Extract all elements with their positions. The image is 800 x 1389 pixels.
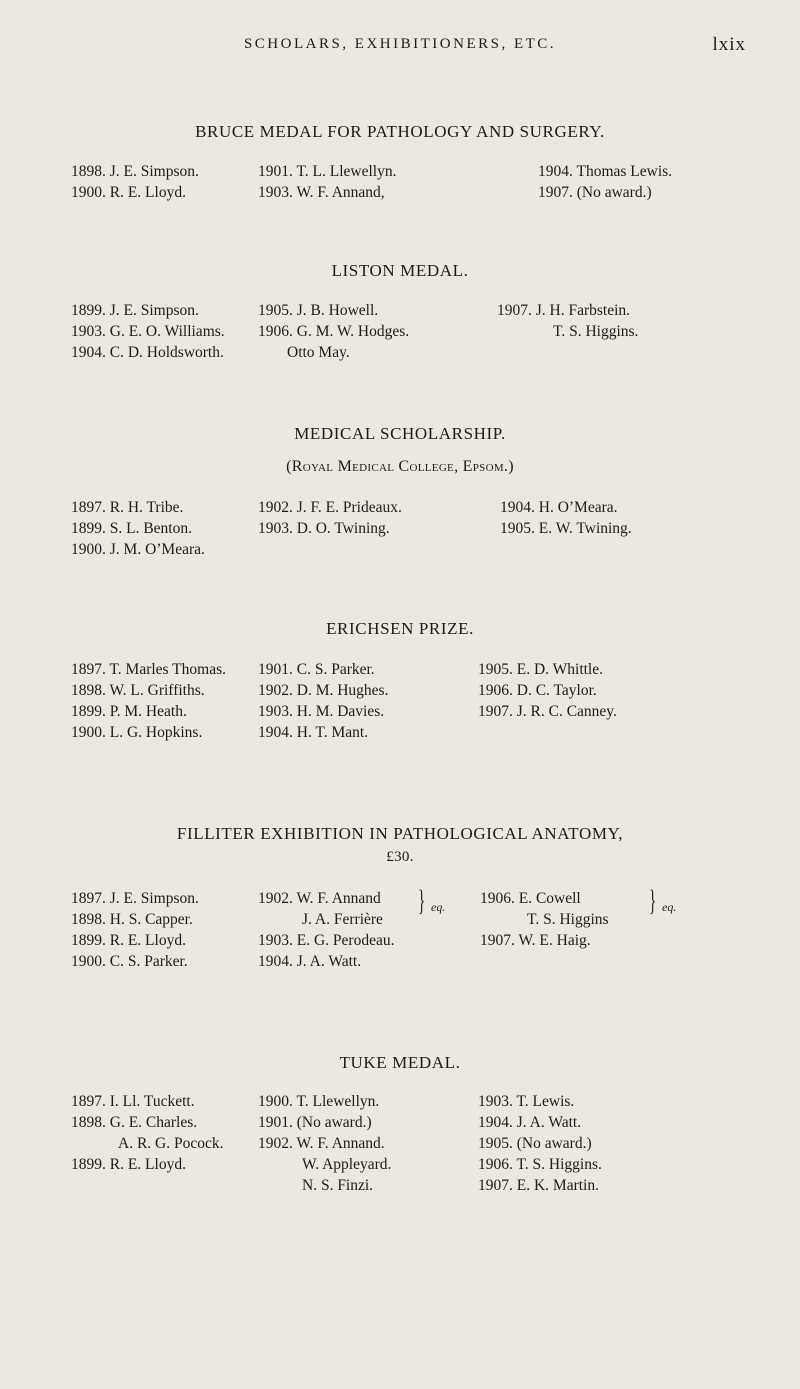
bruce-entry: 1901. T. L. Llewellyn. bbox=[258, 163, 397, 180]
tuke-entry: 1906. T. S. Higgins. bbox=[478, 1156, 602, 1173]
scholarship-entry: 1900. J. M. O’Meara. bbox=[71, 541, 205, 558]
bruce-entry: 1900. R. E. Lloyd. bbox=[71, 184, 186, 201]
erichsen-entry: 1902. D. M. Hughes. bbox=[258, 682, 389, 699]
erichsen-entry: 1904. H. T. Mant. bbox=[258, 724, 369, 741]
section-subtitle-epsom: (Royal Medical College, Epsom.) bbox=[286, 458, 514, 475]
liston-entry: T. S. Higgins. bbox=[553, 323, 639, 340]
equal-mark: eq. bbox=[431, 900, 446, 914]
filliter-entry: 1903. E. G. Perodeau. bbox=[258, 932, 395, 949]
erichsen-entry: 1907. J. R. C. Canney. bbox=[478, 703, 617, 720]
erichsen-entry: 1906. D. C. Taylor. bbox=[478, 682, 597, 699]
erichsen-entry: 1899. P. M. Heath. bbox=[71, 703, 187, 720]
tuke-entry: 1897. I. Ll. Tuckett. bbox=[71, 1093, 195, 1110]
bruce-entry: 1903. W. F. Annand, bbox=[258, 184, 385, 201]
section-title-tuke-medal: TUKE MEDAL. bbox=[339, 1053, 461, 1072]
section-title-liston-medal: LISTON MEDAL. bbox=[331, 261, 469, 280]
filliter-entry: J. A. Ferrière bbox=[302, 911, 383, 928]
tuke-entry: A. R. G. Pocock. bbox=[118, 1135, 224, 1152]
tuke-entry: 1898. G. E. Charles. bbox=[71, 1114, 198, 1131]
tuke-entry: N. S. Finzi. bbox=[302, 1177, 374, 1194]
liston-entry: 1899. J. E. Simpson. bbox=[71, 302, 199, 319]
liston-entry: 1903. G. E. O. Williams. bbox=[71, 323, 225, 340]
tuke-entry: 1903. T. Lewis. bbox=[478, 1093, 575, 1110]
equal-mark: eq. bbox=[662, 900, 677, 914]
tuke-entry: 1904. J. A. Watt. bbox=[478, 1114, 582, 1131]
liston-entry: 1905. J. B. Howell. bbox=[258, 302, 379, 319]
filliter-entry: T. S. Higgins bbox=[527, 911, 609, 928]
filliter-entry: 1898. H. S. Capper. bbox=[71, 911, 193, 928]
section-title-erichsen-prize: ERICHSEN PRIZE. bbox=[326, 619, 474, 638]
scholarship-entry: 1905. E. W. Twining. bbox=[500, 520, 632, 537]
tuke-entry: 1900. T. Llewellyn. bbox=[258, 1093, 380, 1110]
tuke-entry: 1902. W. F. Annand. bbox=[258, 1135, 385, 1152]
tuke-entry: 1901. (No award.) bbox=[258, 1114, 372, 1131]
filliter-entry: 1907. W. E. Haig. bbox=[480, 932, 591, 949]
scholarship-entry: 1903. D. O. Twining. bbox=[258, 520, 390, 537]
scholarship-entry: 1904. H. O’Meara. bbox=[500, 499, 618, 516]
filliter-entry: 1904. J. A. Watt. bbox=[258, 953, 362, 970]
filliter-entry: 1900. C. S. Parker. bbox=[71, 953, 188, 970]
scholarship-entry: 1899. S. L. Benton. bbox=[71, 520, 192, 537]
tuke-entry: 1905. (No award.) bbox=[478, 1135, 592, 1152]
running-head: SCHOLARS, EXHIBITIONERS, ETC. bbox=[243, 36, 557, 52]
liston-entry: 1907. J. H. Farbstein. bbox=[497, 302, 631, 319]
filliter-entry: 1899. R. E. Lloyd. bbox=[71, 932, 186, 949]
right-brace-cowell-higgins: } bbox=[649, 884, 657, 917]
filliter-entry: 1906. E. Cowell bbox=[480, 890, 581, 907]
section-title-bruce-medal: BRUCE MEDAL FOR PATHOLOGY AND SURGERY. bbox=[195, 122, 605, 141]
scholarship-entry: 1902. J. F. E. Prideaux. bbox=[258, 499, 402, 516]
erichsen-entry: 1905. E. D. Whittle. bbox=[478, 661, 603, 678]
erichsen-entry: 1900. L. G. Hopkins. bbox=[71, 724, 203, 741]
filliter-entry: 1897. J. E. Simpson. bbox=[71, 890, 199, 907]
tuke-entry: 1899. R. E. Lloyd. bbox=[71, 1156, 186, 1173]
erichsen-entry: 1898. W. L. Griffiths. bbox=[71, 682, 205, 699]
liston-entry: 1906. G. M. W. Hodges. bbox=[258, 323, 410, 340]
right-brace-annand-ferriere: } bbox=[418, 884, 426, 917]
scholarship-entry: 1897. R. H. Tribe. bbox=[71, 499, 184, 516]
erichsen-entry: 1903. H. M. Davies. bbox=[258, 703, 385, 720]
tuke-entry: W. Appleyard. bbox=[302, 1156, 392, 1173]
filliter-entry: 1902. W. F. Annand bbox=[258, 890, 381, 907]
erichsen-entry: 1897. T. Marles Thomas. bbox=[71, 661, 226, 678]
liston-entry: 1904. C. D. Holdsworth. bbox=[71, 344, 224, 361]
section-subtitle-amount: £30. bbox=[386, 849, 414, 865]
erichsen-entry: 1901. C. S. Parker. bbox=[258, 661, 375, 678]
liston-entry: Otto May. bbox=[287, 344, 350, 361]
tuke-entry: 1907. E. K. Martin. bbox=[478, 1177, 599, 1194]
bruce-entry: 1904. Thomas Lewis. bbox=[538, 163, 673, 180]
bruce-entry: 1907. (No award.) bbox=[538, 184, 652, 201]
section-title-medical-scholarship: MEDICAL SCHOLARSHIP. bbox=[294, 424, 506, 443]
page-number: lxix bbox=[712, 34, 746, 55]
bruce-entry: 1898. J. E. Simpson. bbox=[71, 163, 199, 180]
section-title-filliter-exhibition: FILLITER EXHIBITION IN PATHOLOGICAL ANATOMY, bbox=[176, 824, 624, 843]
